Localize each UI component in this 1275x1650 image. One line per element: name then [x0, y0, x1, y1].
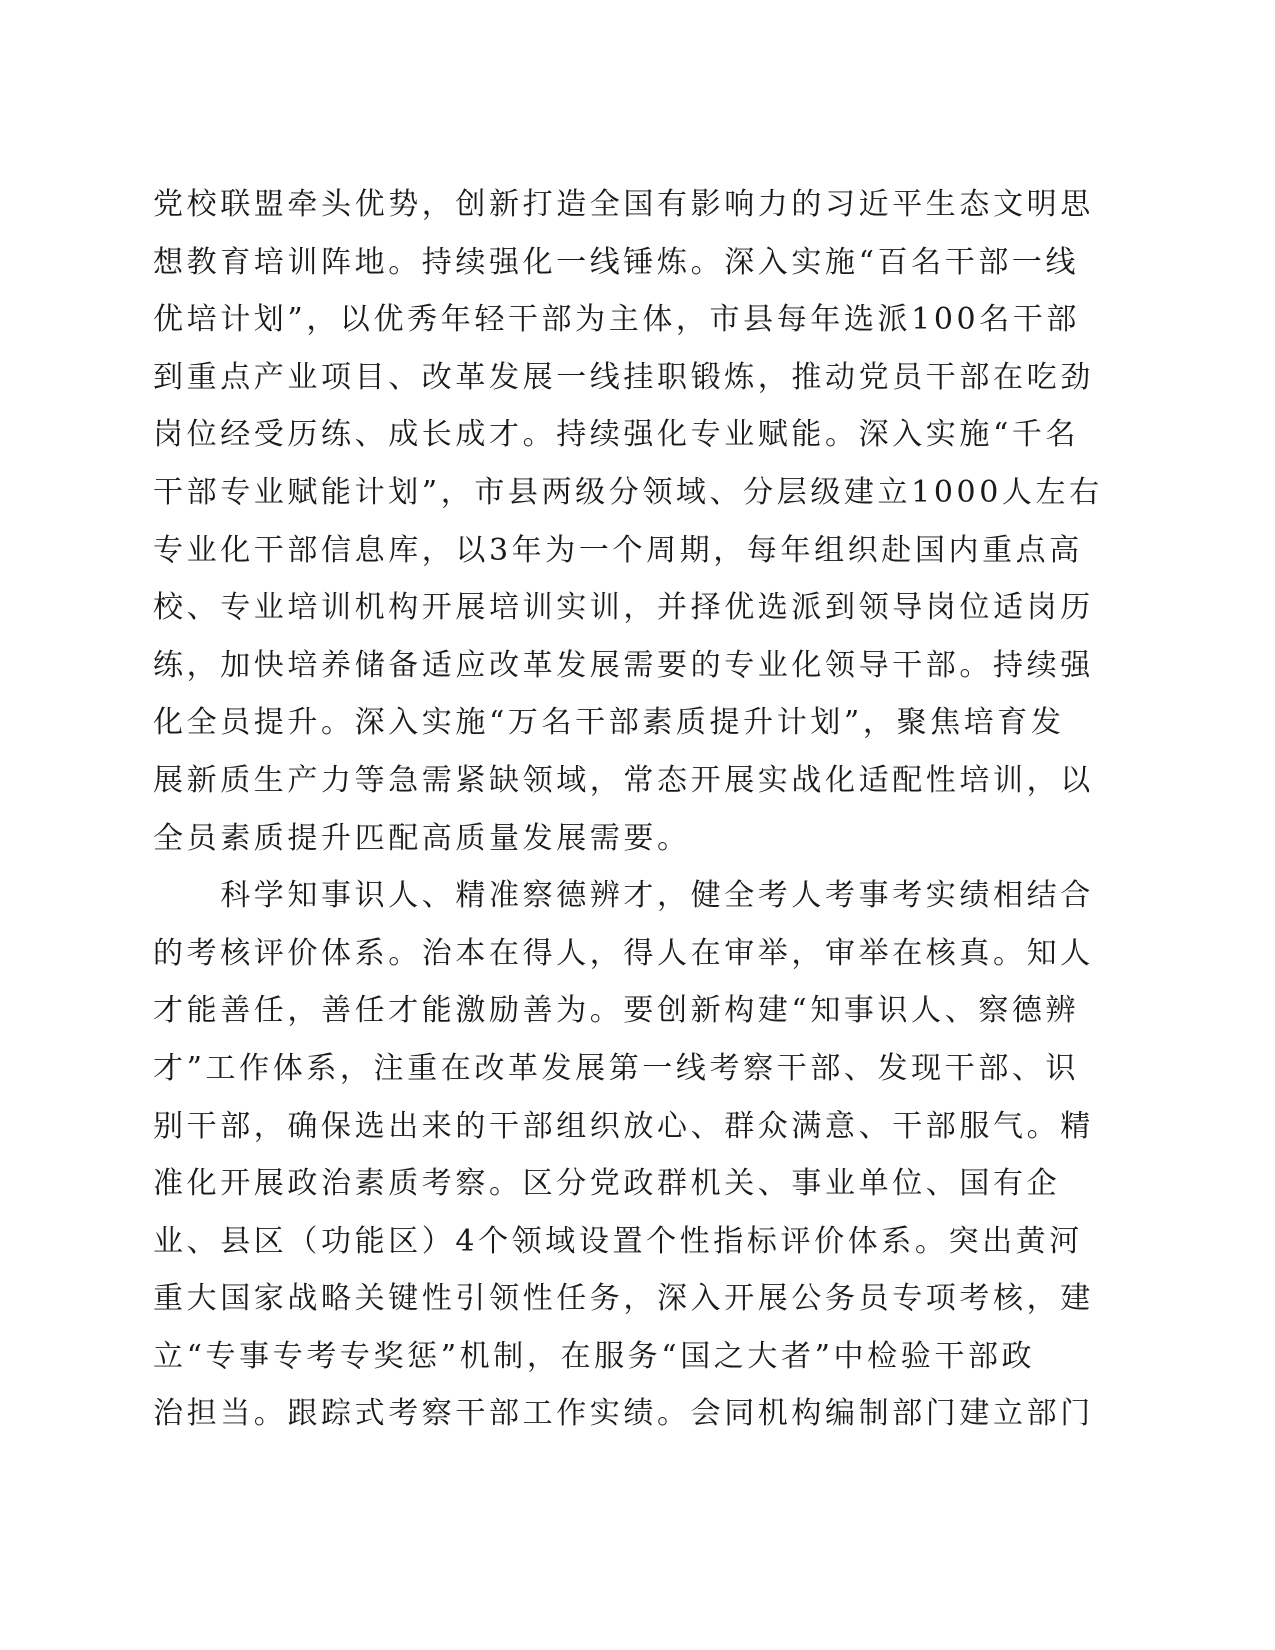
text-line: 全员素质提升匹配高质量发展需要。: [153, 820, 691, 856]
body-text: [153, 176, 1103, 1443]
text-line: 到重点产业项目、改革发展一线挂职锻炼，推动党员干部在吃劲: [153, 359, 1094, 395]
text-line: 才能善任，善任才能激励善为。要创新构建“知事识人、察德辨: [153, 993, 1080, 1029]
text-line: 重大国家战略关键性引领性任务，深入开展公务员专项考核，建: [153, 1281, 1094, 1317]
text-line: 展新质生产力等急需紧缺领域，常态开展实战化适配性培训，以: [153, 762, 1094, 798]
text-line: 干部专业赋能计划”，市县两级分领域、分层级建立1000人左右: [153, 474, 1103, 510]
text-line: 校、专业培训机构开展培训实训，并择优选派到领导岗位适岗历: [153, 590, 1094, 626]
text-line: 业、县区（功能区）4个领域设置个性指标评价体系。突出黄河: [153, 1223, 1083, 1259]
text-line: 立“专事专考专奖惩”机制，在服务“国之大者”中检验干部政: [153, 1338, 1036, 1374]
text-line: 的考核评价体系。治本在得人，得人在审举，审举在核真。知人: [153, 935, 1094, 971]
text-line: 想教育培训阵地。持续强化一线锤炼。深入实施“百名干部一线: [153, 244, 1080, 280]
text-line: 岗位经受历练、成长成才。持续强化专业赋能。深入实施“千名: [153, 417, 1080, 453]
text-line: 化全员提升。深入实施“万名干部素质提升计划”，聚焦培育发: [153, 705, 1065, 741]
text-line: 党校联盟牵头优势，创新打造全国有影响力的习近平生态文明思: [153, 187, 1094, 222]
text-line: 准化开展政治素质考察。区分党政群机关、事业单位、国有企: [153, 1166, 1061, 1202]
text-line: 专业化干部信息库，以3年为一个周期，每年组织赴国内重点高: [153, 532, 1083, 568]
text-line: 治担当。跟踪式考察干部工作实绩。会同机构编制部门建立部门: [153, 1396, 1094, 1432]
text-line: 别干部，确保选出来的干部组织放心、群众满意、干部服气。精: [153, 1108, 1094, 1144]
text-line: 才”工作体系，注重在改革发展第一线考察干部、发现干部、识: [153, 1050, 1080, 1086]
text-line: 优培计划”，以优秀年轻干部为主体，市县每年选派100名干部: [153, 302, 1080, 338]
text-line: 练，加快培养储备适应改革发展需要的专业化领导干部。持续强: [153, 647, 1094, 683]
text-line: 科学知事识人、精准察德辨才，健全考人考事考实绩相结合: [153, 878, 1094, 914]
